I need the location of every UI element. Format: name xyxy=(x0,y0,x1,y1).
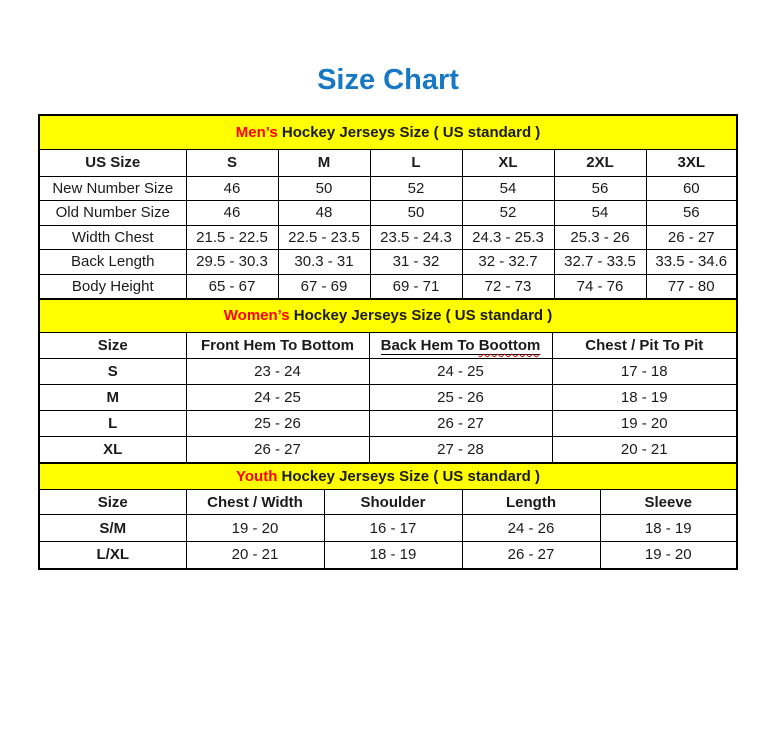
womens-table-row xyxy=(39,411,737,437)
youth-table-row xyxy=(39,515,737,542)
mens-table-row xyxy=(39,274,737,299)
youth-size-cell: 19 - 20 xyxy=(600,542,737,569)
mens-size-cell: 54 xyxy=(462,176,554,201)
mens-size-cell: 31 - 32 xyxy=(370,250,462,275)
womens-table-row xyxy=(39,385,737,411)
womens-size-cell: 26 - 27 xyxy=(369,411,552,437)
mens-col-header: 3XL xyxy=(646,149,737,176)
womens-size-cell: 26 - 27 xyxy=(186,437,369,463)
mens-size-cell: 21.5 - 22.5 xyxy=(186,225,278,250)
mens-size-cell: 77 - 80 xyxy=(646,274,737,299)
womens-section-banner xyxy=(39,299,737,333)
youth-col-header: Sleeve xyxy=(600,490,737,515)
youth-size-cell: 24 - 26 xyxy=(462,515,600,542)
mens-size-cell: 67 - 69 xyxy=(278,274,370,299)
womens-size-cell: 25 - 26 xyxy=(186,411,369,437)
womens-size-cell: 19 - 20 xyxy=(552,411,737,437)
mens-size-cell: 69 - 71 xyxy=(370,274,462,299)
misspelled-word: Boottom xyxy=(478,337,541,354)
youth-col-header: Shoulder xyxy=(324,490,462,515)
youth-size-cell: 18 - 19 xyxy=(600,515,737,542)
womens-banner-text: Hockey Jerseys Size ( US standard ) xyxy=(289,307,553,325)
mens-size-cell: 46 xyxy=(186,201,278,226)
youth-row-label: S/M xyxy=(39,515,186,542)
mens-size-cell: 30.3 - 31 xyxy=(278,250,370,275)
mens-size-cell: 54 xyxy=(554,201,646,226)
womens-size-cell: 24 - 25 xyxy=(369,359,552,385)
womens-size-table xyxy=(38,298,738,464)
mens-banner-highlight: Men’s xyxy=(235,123,278,141)
header-text: Back Hem To xyxy=(380,337,479,354)
mens-table-row xyxy=(39,176,737,201)
womens-size-cell: 24 - 25 xyxy=(186,385,369,411)
mens-table-row xyxy=(39,225,737,250)
mens-size-table xyxy=(38,114,738,300)
womens-size-cell: 20 - 21 xyxy=(552,437,737,463)
mens-col-header: US Size xyxy=(39,149,186,176)
mens-row-label: New Number Size xyxy=(39,176,186,201)
youth-size-cell: 26 - 27 xyxy=(462,542,600,569)
youth-size-cell: 18 - 19 xyxy=(324,542,462,569)
mens-size-cell: 52 xyxy=(370,176,462,201)
youth-size-cell: 19 - 20 xyxy=(186,515,324,542)
womens-size-cell: 27 - 28 xyxy=(369,437,552,463)
mens-table-row xyxy=(39,201,737,226)
womens-row-label: M xyxy=(39,385,186,411)
mens-row-label: Old Number Size xyxy=(39,201,186,226)
mens-size-cell: 32 - 32.7 xyxy=(462,250,554,275)
mens-banner-text: Hockey Jerseys Size ( US standard ) xyxy=(277,123,541,141)
mens-col-header: L xyxy=(370,149,462,176)
mens-size-cell: 22.5 - 23.5 xyxy=(278,225,370,250)
youth-col-header: Length xyxy=(462,490,600,515)
womens-banner-highlight: Women’s xyxy=(223,307,290,325)
mens-size-cell: 32.7 - 33.5 xyxy=(554,250,646,275)
youth-row-label: L/XL xyxy=(39,542,186,569)
mens-size-cell: 33.5 - 34.6 xyxy=(646,250,737,275)
womens-col-header: Front Hem To Bottom xyxy=(186,333,369,359)
mens-row-label: Body Height xyxy=(39,274,186,299)
womens-col-header xyxy=(369,333,552,359)
mens-row-label: Width Chest xyxy=(39,225,186,250)
womens-row-label: S xyxy=(39,359,186,385)
mens-section-banner xyxy=(39,115,737,149)
mens-size-cell: 52 xyxy=(462,201,554,226)
mens-size-cell: 56 xyxy=(554,176,646,201)
youth-size-table xyxy=(38,462,738,570)
youth-col-header: Size xyxy=(39,490,186,515)
mens-size-cell: 74 - 76 xyxy=(554,274,646,299)
mens-size-cell: 25.3 - 26 xyxy=(554,225,646,250)
mens-size-cell: 48 xyxy=(278,201,370,226)
womens-size-cell: 25 - 26 xyxy=(369,385,552,411)
womens-size-cell: 18 - 19 xyxy=(552,385,737,411)
mens-size-cell: 24.3 - 25.3 xyxy=(462,225,554,250)
womens-col-header: Size xyxy=(39,333,186,359)
womens-size-cell: 23 - 24 xyxy=(186,359,369,385)
page-title: Size Chart xyxy=(317,64,459,96)
womens-row-label: XL xyxy=(39,437,186,463)
womens-table-row xyxy=(39,359,737,385)
womens-col-header: Chest / Pit To Pit xyxy=(552,333,737,359)
youth-col-header: Chest / Width xyxy=(186,490,324,515)
youth-size-cell: 20 - 21 xyxy=(186,542,324,569)
womens-size-cell: 17 - 18 xyxy=(552,359,737,385)
size-chart-container xyxy=(38,114,736,570)
mens-size-cell: 60 xyxy=(646,176,737,201)
womens-table-row xyxy=(39,437,737,463)
mens-size-cell: 56 xyxy=(646,201,737,226)
mens-col-header: 2XL xyxy=(554,149,646,176)
mens-size-cell: 65 - 67 xyxy=(186,274,278,299)
mens-size-cell: 50 xyxy=(370,201,462,226)
mens-col-header: XL xyxy=(462,149,554,176)
womens-underlined-header xyxy=(381,337,541,355)
mens-table-row xyxy=(39,250,737,275)
youth-banner-text: Hockey Jerseys Size ( US standard ) xyxy=(277,467,540,485)
youth-section-banner xyxy=(39,463,737,490)
mens-size-cell: 23.5 - 24.3 xyxy=(370,225,462,250)
youth-table-row xyxy=(39,542,737,569)
youth-size-cell: 16 - 17 xyxy=(324,515,462,542)
youth-banner-highlight: Youth xyxy=(236,467,278,485)
mens-size-cell: 46 xyxy=(186,176,278,201)
mens-size-cell: 72 - 73 xyxy=(462,274,554,299)
mens-col-header: S xyxy=(186,149,278,176)
mens-col-header: M xyxy=(278,149,370,176)
mens-size-cell: 50 xyxy=(278,176,370,201)
mens-size-cell: 26 - 27 xyxy=(646,225,737,250)
mens-row-label: Back Length xyxy=(39,250,186,275)
mens-size-cell: 29.5 - 30.3 xyxy=(186,250,278,275)
womens-row-label: L xyxy=(39,411,186,437)
